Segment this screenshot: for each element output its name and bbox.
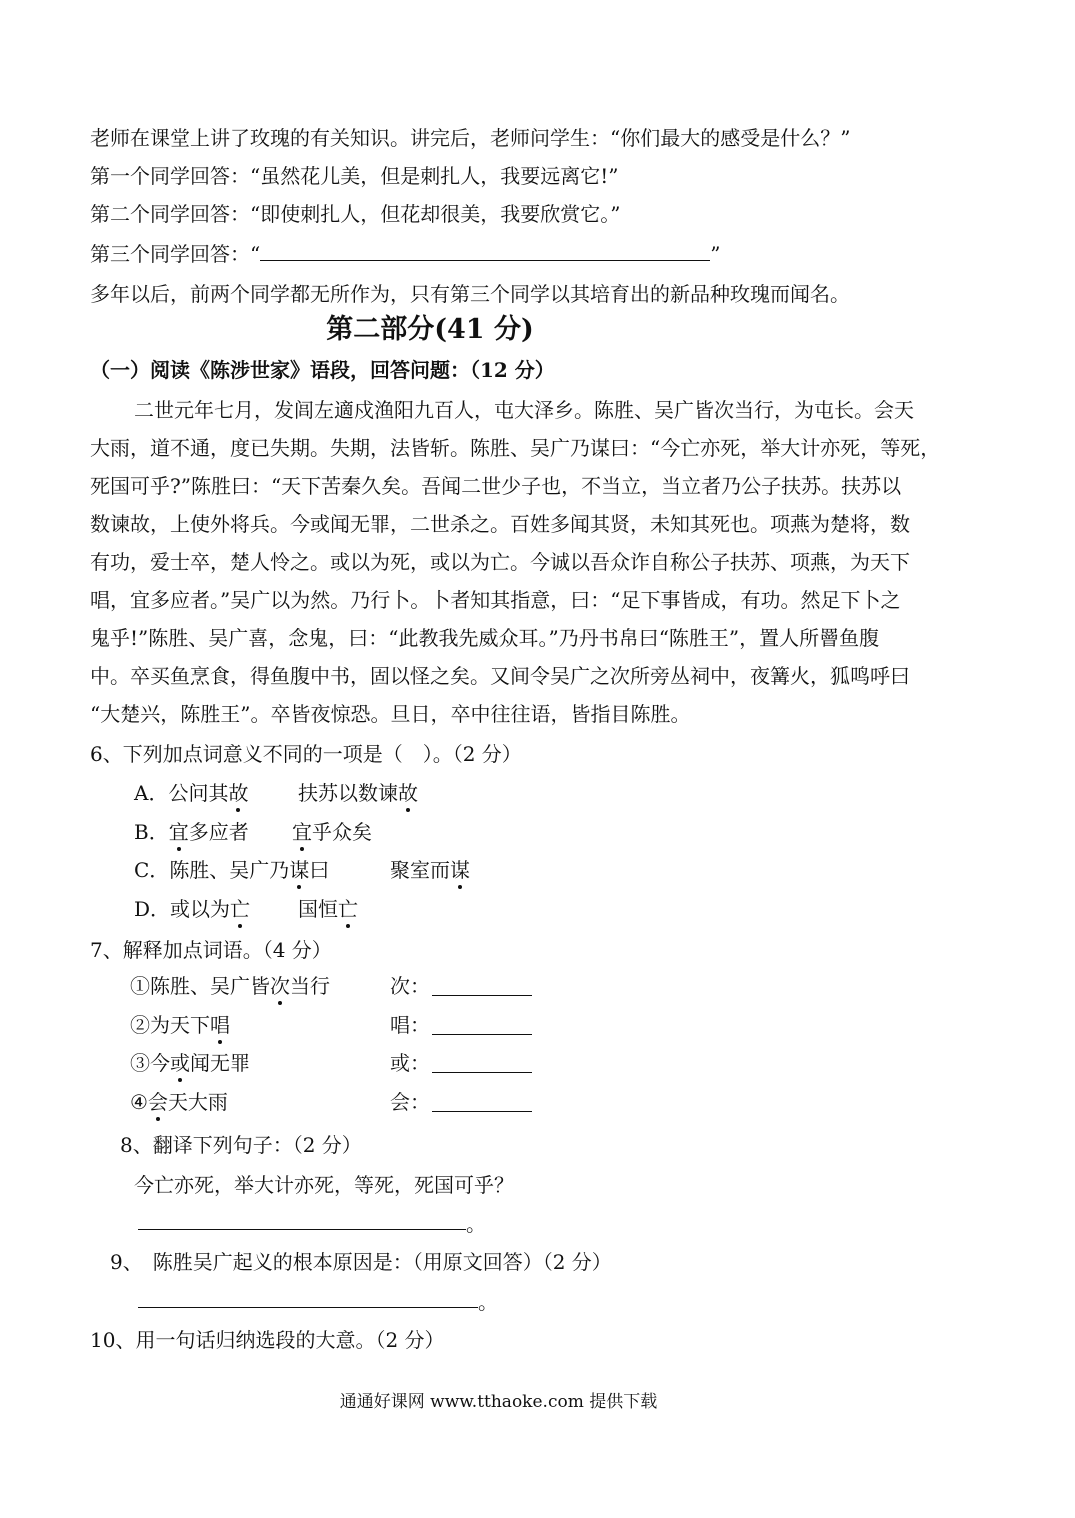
option-text: 多应者 — [188, 820, 249, 844]
passage-line: 唱，宜多应者。”吴广以为然。乃行卜。卜者知其指意，曰：“足下事皆成，有功。然足下卜之 — [90, 588, 901, 612]
q9-stem: 9、 陈胜吴广起义的根本原因是：（用原文回答）（2 分） — [110, 1250, 612, 1274]
intro-line-4-prefix: 第三个同学回答：“ — [90, 242, 261, 266]
q8-period: 。 — [466, 1212, 486, 1236]
item-text: ④ — [130, 1090, 148, 1114]
dotted-word: 次 — [270, 974, 290, 998]
option-text: 国恒 — [298, 897, 338, 921]
option-letter: B． — [134, 820, 169, 844]
intro-line-4-suffix: ” — [710, 242, 721, 266]
passage-line: 中。卒买鱼烹食，得鱼腹中书，固以怪之矣。又间令吴广之次所旁丛祠中，夜篝火，狐鸣呼曰 — [90, 664, 910, 688]
q6-option-b[interactable] — [134, 818, 249, 846]
section-heading: （一）阅读《陈涉世家》语段，回答问题：（12 分） — [90, 358, 555, 382]
dotted-word: 会 — [147, 1090, 168, 1114]
item-text: ③今 — [130, 1051, 170, 1075]
q8-stem: 8、翻译下列句子：（2 分） — [120, 1133, 362, 1157]
dotted-word: 唱 — [210, 1013, 230, 1037]
q7-stem: 7、解释加点词语。（4 分） — [90, 938, 332, 962]
dotted-word: 亡 — [338, 897, 358, 921]
q7-label: 次： — [390, 974, 430, 998]
option-text: 扶苏以数谏 — [298, 781, 398, 805]
q6-option-d[interactable] — [134, 895, 250, 923]
option-text: 聚室而 — [390, 858, 450, 882]
q7-answer-blank[interactable] — [432, 1110, 532, 1112]
item-text: 当行 — [290, 974, 330, 998]
passage-line: 二世元年七月，发闾左適戍渔阳九百人，屯大泽乡。陈胜、吴广皆次当行，为屯长。会天 — [134, 398, 914, 422]
q8-answer-blank[interactable] — [138, 1228, 466, 1230]
dotted-word: 宜 — [168, 820, 189, 844]
item-text: 闻无罪 — [190, 1051, 250, 1075]
intro-line-1: 老师在课堂上讲了玫瑰的有关知识。讲完后，老师问学生：“你们最大的感受是什么？” — [90, 126, 851, 150]
intro-line-4 — [90, 240, 720, 268]
q7-answer-blank[interactable] — [432, 1071, 532, 1073]
option-text: 曰 — [309, 858, 330, 882]
intro-line-2: 第一个同学回答：“虽然花儿美，但是刺扎人，我要远离它!” — [90, 164, 619, 188]
item-text: ②为天下 — [130, 1013, 210, 1037]
dotted-word: 谋 — [450, 858, 470, 882]
q9-answer-blank[interactable] — [138, 1306, 478, 1308]
q7-answer-blank[interactable] — [432, 994, 532, 996]
dotted-word: 谋 — [289, 858, 310, 882]
q9-period: 。 — [478, 1290, 498, 1314]
q7-label: 或： — [390, 1051, 430, 1075]
option-letter: C． — [134, 858, 170, 882]
q6-option-c[interactable] — [134, 856, 329, 884]
option-letter: D． — [134, 897, 171, 921]
option-text: 乎众矣 — [312, 820, 372, 844]
q6-option-c-compare — [390, 856, 470, 884]
q8-sentence: 今亡亦死，举大计亦死，等死，死国可乎？ — [134, 1173, 514, 1197]
q7-answer-blank[interactable] — [432, 1033, 532, 1035]
q7-label: 会： — [390, 1090, 430, 1114]
q10-stem: 10、用一句话归纳选段的大意。（2 分） — [90, 1328, 445, 1352]
passage-line: 大雨，道不通，度已失期。失期，法皆斩。陈胜、吴广乃谋曰：“今亡亦死，举大计亦死，等死， — [90, 436, 941, 460]
third-student-answer-blank[interactable] — [260, 240, 710, 261]
passage-line: “大楚兴，陈胜王”。卒皆夜惊恐。旦日，卒中往往语，皆指目陈胜。 — [90, 702, 691, 726]
q7-item — [130, 972, 330, 1000]
q6-stem: 6、下列加点词意义不同的一项是（ ）。（2 分） — [90, 742, 522, 766]
part2-title: 第二部分(41 分) — [326, 314, 534, 345]
option-text: 陈胜、吴广乃 — [169, 858, 290, 882]
q7-item — [130, 1011, 230, 1039]
intro-line-3: 第二个同学回答：“即使刺扎人，但花却很美，我要欣赏它。” — [90, 202, 621, 226]
item-text: ①陈胜、吴广皆 — [130, 974, 270, 998]
passage-line: 鬼乎!”陈胜、吴广喜，念鬼，曰：“此教我先威众耳。”乃丹书帛曰“陈胜王”，置人所罾鱼腹 — [90, 626, 880, 650]
q6-option-a-compare — [298, 779, 418, 807]
dotted-word: 故 — [398, 781, 418, 805]
item-text: 天大雨 — [167, 1090, 228, 1114]
q6-option-d-compare — [298, 895, 358, 923]
option-text: 公问其 — [168, 781, 229, 805]
q7-item — [130, 1049, 250, 1077]
q6-option-b-compare — [292, 818, 372, 846]
dotted-word: 宜 — [292, 820, 312, 844]
dotted-word: 亡 — [230, 897, 251, 921]
dotted-word: 或 — [170, 1051, 190, 1075]
passage-line: 有功，爱士卒，楚人怜之。或以为死，或以为亡。今诚以吾众诈自称公子扶苏、项燕，为天下 — [90, 550, 910, 574]
passage-line: 死国可乎?”陈胜曰：“天下苦秦久矣。吾闻二世少子也，不当立，当立者乃公子扶苏。扶苏以 — [90, 474, 902, 498]
q6-option-a[interactable] — [134, 779, 248, 807]
passage-line: 数谏故，上使外将兵。今或闻无罪，二世杀之。百姓多闻其贤，未知其死也。项燕为楚将，数 — [90, 512, 910, 536]
dotted-word: 故 — [228, 781, 249, 805]
q7-item — [130, 1088, 228, 1116]
option-letter: A． — [134, 781, 169, 805]
footer-download-note: 通通好课网 www.tthaoke.com 提供下载 — [339, 1392, 658, 1412]
option-text: 或以为 — [170, 897, 231, 921]
q7-label: 唱： — [390, 1013, 430, 1037]
intro-line-5: 多年以后，前两个同学都无所作为，只有第三个同学以其培育出的新品种玫瑰而闻名。 — [90, 282, 850, 306]
